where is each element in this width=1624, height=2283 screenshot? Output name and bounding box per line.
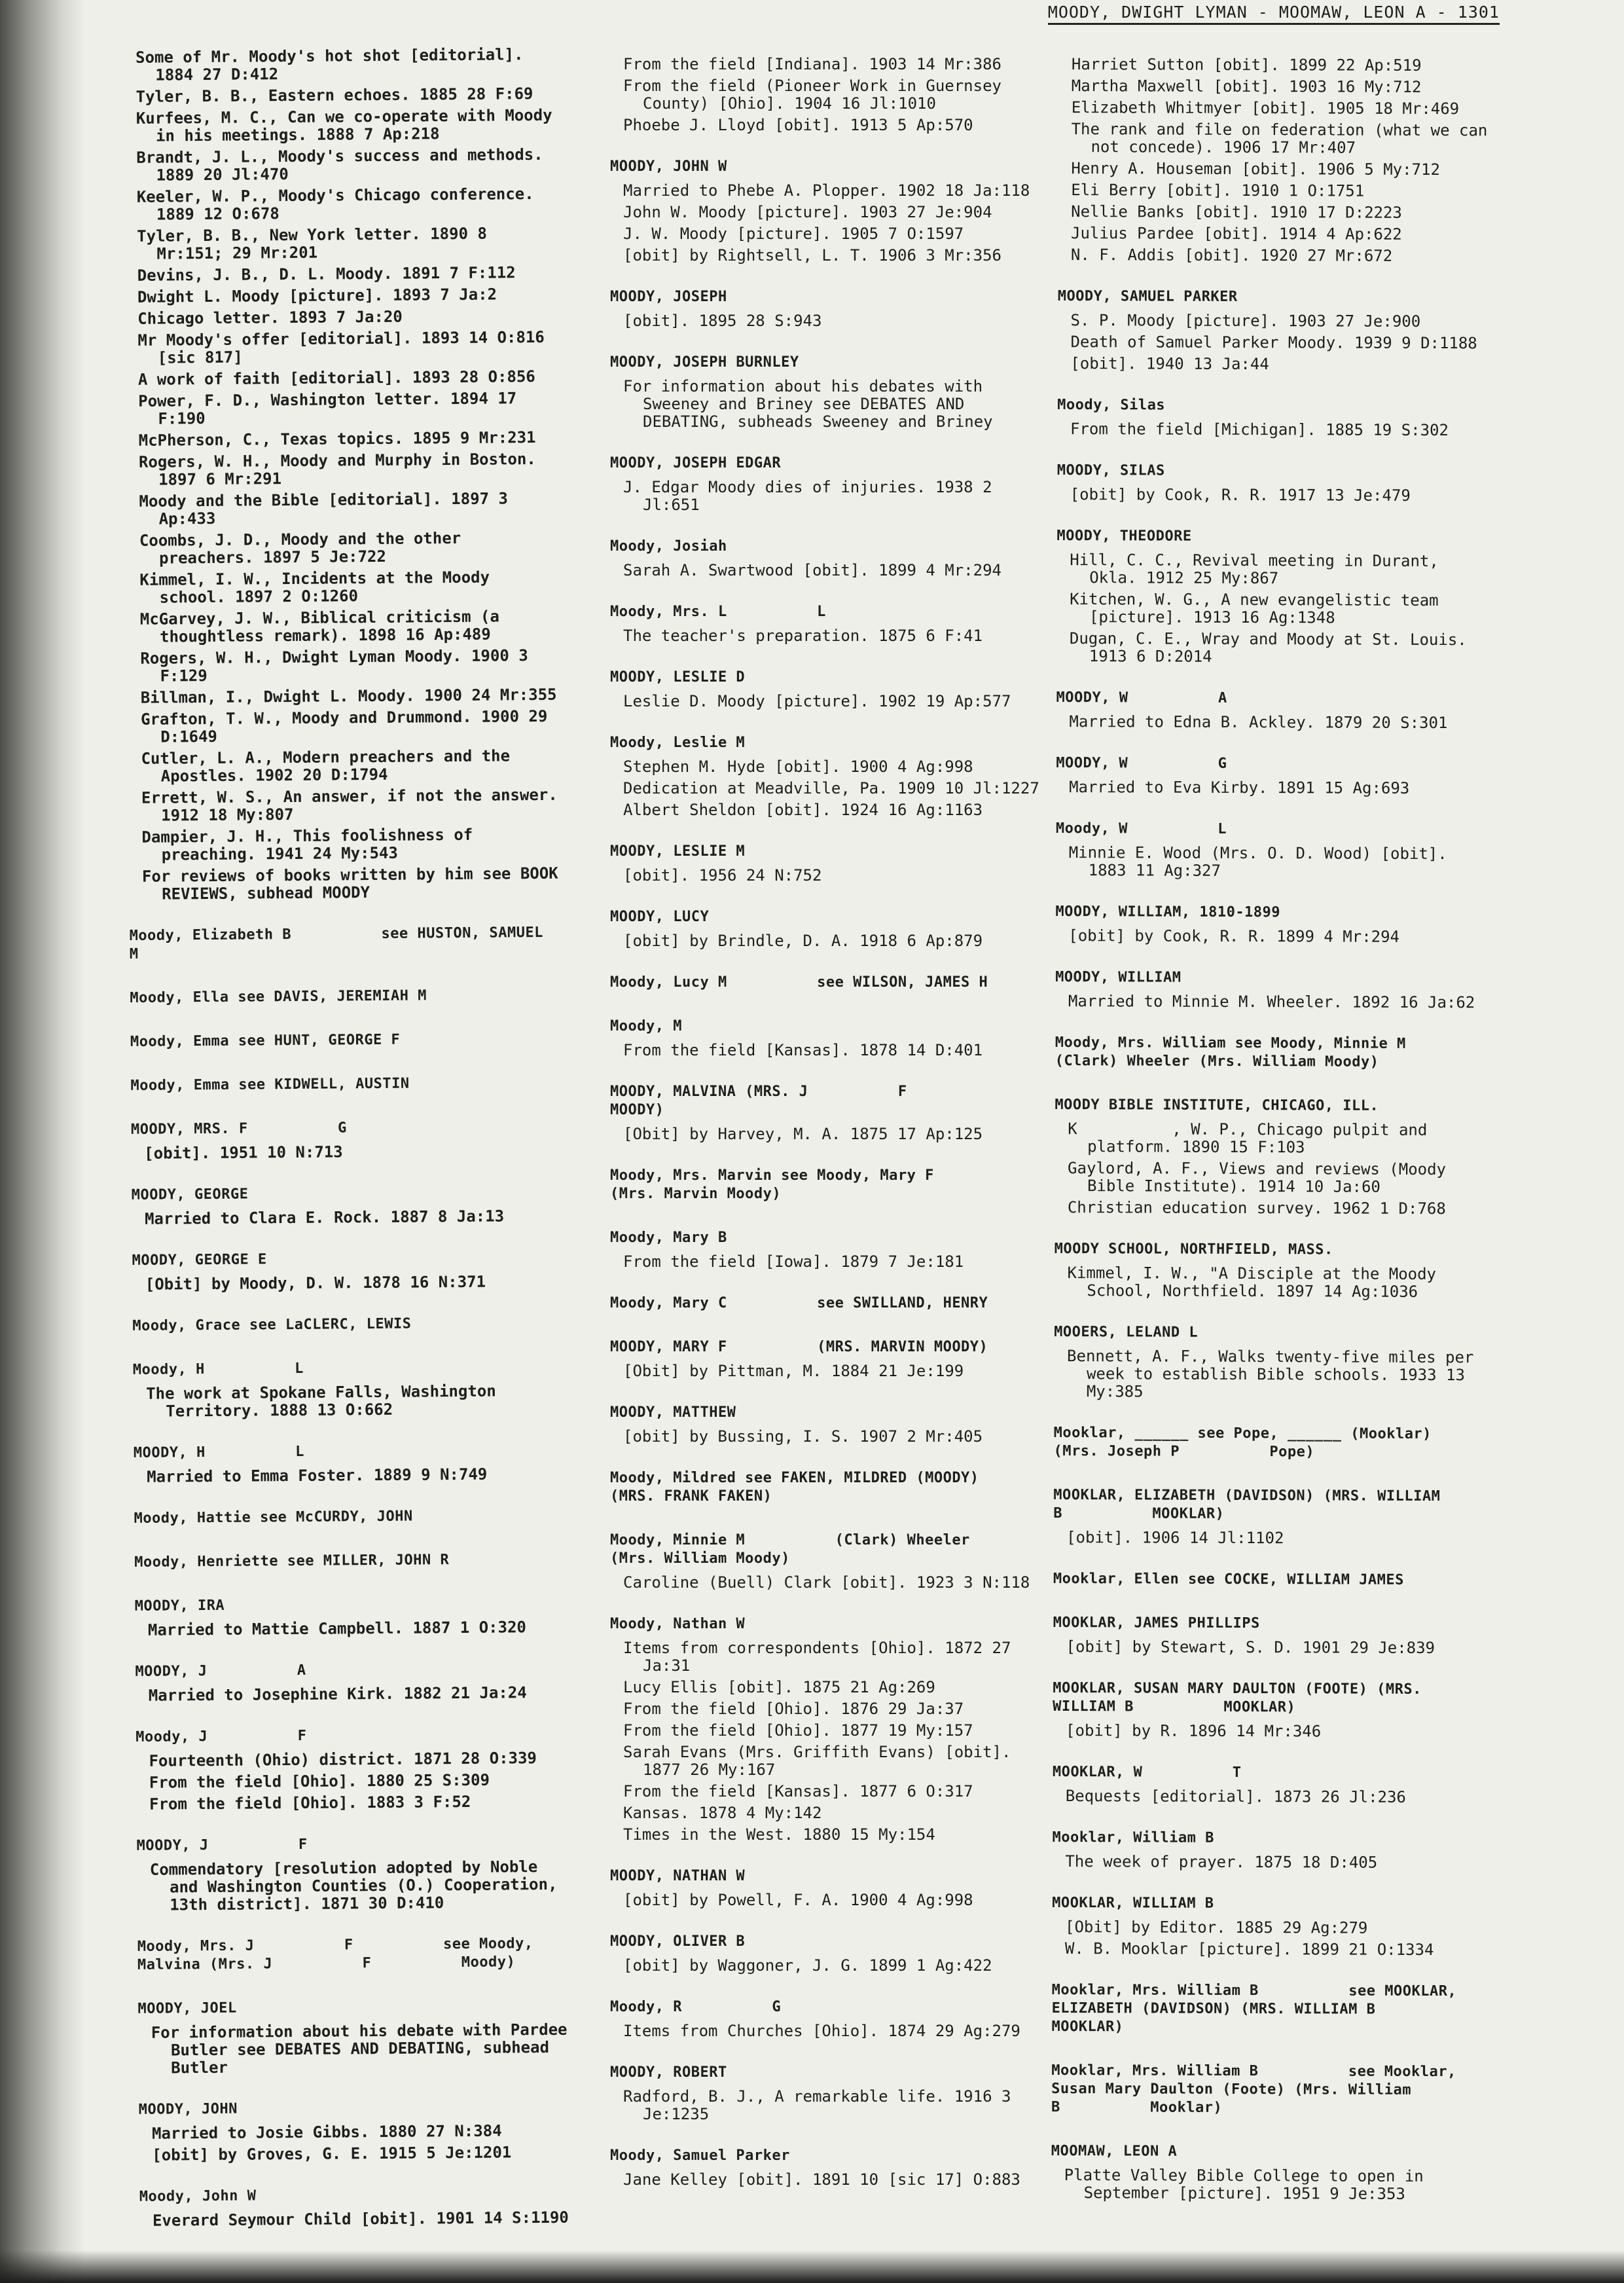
entry-heading: Moody, Mrs. J F see Moody, Malvina (Mrs. J F Moody) (137, 1935, 533, 1973)
citation: From the field [Kansas]. 1877 6 O:317 (623, 1782, 973, 1800)
citation: N. F. Addis [obit]. 1920 27 Mr:672 (1070, 246, 1393, 265)
index-entry (130, 1118, 562, 1167)
citation: Tyler, B. B., New York letter. 1890 8 Mr:151; 29 Mr:201 (137, 224, 497, 263)
citation: Albert Sheldon [obit]. 1924 16 Ag:1163 (623, 801, 983, 819)
index-entry (609, 454, 1041, 518)
entry-heading: MOOKLAR, SUSAN MARY DAULTON (FOOTE) (MRS. WILLIAM B MOOKLAR) (1053, 1679, 1422, 1716)
entry-heading: MOODY, GEORGE E (132, 1251, 267, 1269)
index-entry (131, 1314, 563, 1342)
citation: Harriet Sutton [obit]. 1899 22 Ap:519 (1071, 55, 1422, 75)
entry-heading: MOODY, MATTHEW (610, 1404, 736, 1421)
citation: Martha Maxwell [obit]. 1903 16 My:712 (1071, 77, 1422, 96)
citation: From the field [Kansas]. 1878 14 D:401 (623, 1041, 983, 1059)
entry-heading: Moody, J F (135, 1727, 307, 1745)
index-entry (609, 2064, 1041, 2127)
citation: Chicago letter. 1893 7 Ja:20 (137, 307, 403, 328)
index-entry (609, 1615, 1041, 1848)
index-entry (133, 1550, 565, 1578)
index-entry (132, 1441, 565, 1490)
entry-heading: MOODY SCHOOL, NORTHFIELD, MASS. (1054, 1240, 1333, 1258)
citation: Power, F. D., Washington letter. 1894 17 F:190 (138, 389, 526, 428)
citation: Tyler, B. B., Eastern echoes. 1885 28 F:69 (135, 84, 533, 106)
citation: J. Edgar Moody dies of injuries. 1938 2 Jl:651 (623, 478, 1001, 514)
citation: K , W. P., Chicago pulpit and platform. 1890 15 F:103 (1068, 1120, 1437, 1157)
citation: [obit]. 1895 28 S:943 (623, 312, 822, 330)
index-entry (609, 56, 1041, 138)
entry-heading: Moody, H L (132, 1360, 304, 1378)
entry-heading: MOODY, NATHAN W (610, 1868, 746, 1884)
citation: Stephen M. Hyde [obit]. 1900 4 Ag:998 (623, 758, 973, 776)
index-column-1 (121, 45, 577, 2248)
citation: Rogers, W. H., Moody and Murphy in Boston. 1897 6 Mr:291 (138, 449, 546, 489)
citation: Grafton, T. W., Moody and Drummond. 1900 29 D:1649 (140, 706, 557, 746)
index-entry (609, 1083, 1041, 1147)
binding-gutter-shadow (0, 0, 85, 2283)
citation: Kimmel, I. W., Incidents at the Moody school. 1897 2 O:1260 (139, 568, 499, 607)
citation: [obit] by Cook, R. R. 1899 4 Mr:294 (1068, 926, 1400, 946)
index-entry (1050, 2062, 1482, 2124)
citation: From the field [Indiana]. 1903 14 Mr:386 (623, 55, 1001, 73)
index-entry (128, 924, 560, 970)
index-entry (609, 668, 1041, 714)
citation: The week of prayer. 1875 18 D:405 (1065, 1852, 1378, 1872)
citation: Dampier, J. H., This foolishness of preaching. 1941 24 My:543 (141, 825, 482, 864)
entry-heading: Moody, R G (610, 1999, 782, 2015)
citation: Sarah A. Swartwood [obit]. 1899 4 Mr:294 (623, 561, 1001, 579)
index-entry (132, 1358, 564, 1425)
citation: Bennett, A. F., Walks twenty-five miles per week to establish Bible schools. 1933 13 My:385 (1067, 1347, 1483, 1401)
citation: Bequests [editorial]. 1873 26 Jl:236 (1065, 1787, 1406, 1806)
entry-heading: MOODY, J F (136, 1836, 308, 1854)
citation: Dwight L. Moody [picture]. 1893 7 Ja:2 (137, 285, 497, 306)
index-entry (130, 1249, 563, 1298)
entry-heading: Moody, Samuel Parker (610, 2147, 790, 2164)
citation: From the field [Iowa]. 1879 7 Je:181 (623, 1252, 964, 1271)
citation: [obit]. 1951 10 N:713 (144, 1142, 343, 1163)
citation: S. P. Moody [picture]. 1903 27 Je:900 (1070, 311, 1421, 331)
entry-heading: Moody, Elizabeth B see HUSTON, SAMUEL M (129, 924, 552, 962)
index-entry (1050, 1981, 1482, 2043)
citation: Jane Kelley [obit]. 1891 10 [sic 17] O:883 (623, 2170, 1020, 2189)
citation: For information about his debates with Sweeney and Briney see DEBATES AND DEBATING, subheads Sweeney and Briney (623, 377, 993, 431)
entry-heading: Moody, Josiah (610, 538, 727, 555)
entry-heading: Mooklar, Ellen see COCKE, WILLIAM JAMES (1053, 1570, 1404, 1588)
entry-heading: MOODY, W A (1056, 689, 1227, 706)
citation: Errett, W. S., An answer, if not the answer. 1912 18 My:807 (141, 785, 568, 825)
citation: John W. Moody [picture]. 1903 27 Je:904 (623, 203, 992, 221)
index-entry (134, 1594, 566, 1643)
citation: For information about his debate with Pardee Butler see DEBATES AND DEBATING, subhead Butler (151, 2020, 577, 2077)
index-entry (1053, 1096, 1486, 1222)
citation: [obit]. 1940 13 Ja:44 (1070, 354, 1269, 374)
index-entry (133, 1507, 565, 1534)
entry-heading: Moody, Mary C see SWILLAND, HENRY (610, 1295, 988, 1311)
index-entry (609, 538, 1041, 583)
index-entry (609, 1867, 1041, 1913)
citation: [obit] by Stewart, S. D. 1901 29 Je:839 (1066, 1637, 1435, 1658)
entry-heading: MOOKLAR, WILLIAM B (1052, 1894, 1214, 1912)
entry-heading: MOODY, J A (135, 1662, 306, 1680)
entry-heading: Moody, Henriette see MILLER, JOHN R (134, 1552, 450, 1571)
citation: [obit] by R. 1896 14 Mr:346 (1066, 1721, 1322, 1741)
entry-heading: MOODY, IRA (134, 1597, 225, 1615)
index-entry (609, 734, 1041, 823)
index-entry (129, 1030, 561, 1057)
citation: Hill, C. C., Revival meeting in Durant, Okla. 1912 25 My:867 (1070, 551, 1449, 588)
index-entry (129, 1074, 561, 1101)
citation: McPherson, C., Texas topics. 1895 9 Mr:231 (138, 428, 536, 450)
citation: The work at Spokane Falls, Washington Territory. 1888 13 O:662 (146, 1381, 506, 1421)
citation: Kitchen, W. G., A new evangelistic team [picture]. 1913 16 Ag:1348 (1070, 590, 1449, 627)
index-entry (1056, 287, 1488, 378)
entry-heading: MOOMAW, LEON A (1051, 2142, 1178, 2160)
citation: W. B. Mooklar [picture]. 1899 21 O:1334 (1064, 1939, 1434, 1960)
index-entry (1055, 754, 1487, 801)
entry-heading: Moody, Mary B (610, 1230, 727, 1246)
index-entry (609, 908, 1041, 954)
citation: Married to Phebe A. Plopper. 1902 18 Ja:118 (623, 181, 1030, 200)
citation: Cutler, L. A., Modern preachers and the Apostles. 1902 20 D:1794 (141, 746, 520, 786)
entry-heading: MOODY, LESLIE M (610, 843, 746, 860)
citation: [obit]. 1906 14 Jl:1102 (1066, 1528, 1284, 1548)
citation: Leslie D. Moody [picture]. 1902 19 Ap:577 (623, 692, 1011, 710)
citation: J. W. Moody [picture]. 1905 7 O:1597 (623, 225, 964, 243)
entry-heading: MOODY, SILAS (1056, 462, 1165, 479)
citation: Commendatory [resolution adopted by Noble and Washington Counties (O.) Cooperation, 13th district]. 1871 30 D:410 (149, 1857, 568, 1914)
index-entry (1056, 55, 1497, 269)
index-entry (1054, 1034, 1486, 1078)
citation: From the field [Ohio]. 1883 3 F:52 (149, 1792, 471, 1814)
citation: Married to Eva Kirby. 1891 15 Ag:693 (1069, 778, 1410, 797)
entry-heading: Moody, Nathan W (610, 1616, 746, 1632)
index-entry (609, 1294, 1041, 1319)
citation: The rank and file on federation (what we can not concede). 1906 17 Mr:407 (1071, 120, 1497, 157)
citation: [obit] by Powell, F. A. 1900 4 Ag:998 (623, 1891, 973, 1909)
entry-heading: MOOKLAR, JAMES PHILLIPS (1053, 1614, 1260, 1632)
citation: A work of faith [editorial]. 1893 28 O:856 (137, 367, 535, 389)
index-entry (135, 1834, 568, 1918)
entry-heading: MOODY, MALVINA (MRS. J F MOODY) (610, 1084, 907, 1118)
citation: Coombs, J. D., Moody and the other preachers. 1897 5 Je:722 (139, 528, 471, 568)
citation: Lucy Ellis [obit]. 1875 21 Ag:269 (623, 1678, 935, 1696)
entry-heading: MOODY, LESLIE D (610, 669, 746, 685)
index-entry (609, 1469, 1041, 1512)
citation: From the field (Pioneer Work in Guernsey County) [Ohio]. 1904 16 Jl:1010 (623, 77, 1011, 113)
entry-heading: MOODY, GEORGE (131, 1186, 249, 1203)
citation: McGarvey, J. W., Biblical criticism (a thoughtless remark). 1898 16 Ap:489 (139, 607, 509, 646)
index-entry (1052, 1424, 1484, 1468)
index-entry (609, 1933, 1041, 1979)
citation: Items from correspondents [Ohio]. 1872 27 Ja:31 (623, 1639, 1020, 1675)
index-entry (609, 354, 1041, 435)
citation: Times in the West. 1880 15 My:154 (623, 1825, 935, 1844)
citation: Christian education survey. 1962 1 D:768 (1067, 1198, 1446, 1218)
citation: [obit] by Rightsell, L. T. 1906 3 Mr:356 (623, 246, 1001, 265)
index-entry (1054, 903, 1486, 950)
entry-heading: MOODY, JOSEPH BURNLEY (610, 354, 799, 371)
citation: Married to Edna B. Ackley. 1879 20 S:301 (1069, 712, 1448, 733)
index-entry (609, 1167, 1041, 1209)
citation: [Obit] by Editor. 1885 29 Ag:279 (1064, 1918, 1368, 1937)
citation: From the field [Ohio]. 1880 25 S:309 (149, 1770, 490, 1792)
entry-heading: Moody, M (610, 1018, 682, 1034)
entry-heading: Moody, Leslie M (610, 735, 746, 751)
citation: Kansas. 1878 4 My:142 (623, 1804, 822, 1822)
citation: [Obit] by Harvey, M. A. 1875 17 Ap:125 (623, 1125, 983, 1143)
citation: Married to Clara E. Rock. 1887 8 Ja:13 (144, 1207, 505, 1228)
citation: Everard Seymour Child [obit]. 1901 14 S:1190 (152, 2208, 569, 2230)
index-entry (1051, 1763, 1483, 1810)
index-entry (137, 2098, 570, 2168)
entry-heading: MOODY, W G (1056, 755, 1227, 772)
index-entry (1051, 1829, 1483, 1876)
citation: Brandt, J. L., Moody's success and methods. 1889 20 Jl:470 (136, 145, 553, 185)
citation: From the field [Michigan]. 1885 19 S:302 (1070, 420, 1449, 440)
citation: Married to Minnie M. Wheeler. 1892 16 Ja:62 (1068, 992, 1475, 1012)
citation: Phoebe J. Lloyd [obit]. 1913 5 Ap:570 (623, 116, 973, 134)
entry-heading: MOODY, MRS. F G (130, 1120, 347, 1138)
entry-heading: Mooklar, Mrs. William B see Mooklar, Susan Mary Daulton (Foote) (Mrs. William B Mooklar) (1051, 2062, 1456, 2116)
index-entry (1051, 1614, 1483, 1661)
entry-heading: MOODY, WILLIAM (1055, 968, 1182, 986)
entry-heading: Moody, Mrs. Marvin see Moody, Mary F (Mrs. Marvin Moody) (610, 1167, 934, 1202)
citation: Some of Mr. Moody's hot shot [editorial]. 1884 27 D:412 (135, 45, 533, 84)
index-entry (609, 1338, 1041, 1384)
citation: Dedication at Meadville, Pa. 1909 10 Jl:1227 (623, 779, 1039, 797)
entry-heading: Moody, Lucy M see WILSON, JAMES H (610, 974, 988, 991)
entry-heading: MOODY, ROBERT (610, 2064, 727, 2081)
index-entry (134, 1725, 567, 1817)
index-column-2 (609, 56, 1041, 2206)
entry-heading: Mooklar, ______ see Pope, ______ (Mooklar) (Mrs. Joseph P Pope) (1053, 1424, 1432, 1461)
entry-heading: MOODY, H L (133, 1443, 305, 1461)
index-entry (1050, 2142, 1482, 2207)
entry-heading: MOODY, SAMUEL PARKER (1057, 288, 1238, 305)
index-entry (128, 986, 560, 1014)
index-entry (609, 1998, 1041, 2044)
index-entry (609, 974, 1041, 998)
citation: Gaylord, A. F., Views and reviews (Moody Bible Institute). 1914 10 Ja:60 (1068, 1159, 1456, 1196)
entry-heading: Mooklar, Mrs. William B see MOOKLAR, ELIZABETH (DAVIDSON) (MRS. WILLIAM B MOOKLAR) (1051, 1981, 1457, 2036)
citation: Eli Berry [obit]. 1910 1 O:1751 (1071, 181, 1365, 200)
index-entry (1055, 689, 1487, 736)
entry-heading: MOODY BIBLE INSTITUTE, CHICAGO, ILL. (1055, 1096, 1379, 1114)
entry-heading: Moody, Grace see LaCLERC, LEWIS (132, 1315, 412, 1334)
index-entry (1055, 820, 1487, 885)
citation: [Obit] by Moody, D. W. 1878 16 N:371 (145, 1272, 486, 1294)
entry-heading: MOODY, JOSEPH (610, 289, 727, 305)
citation: [obit]. 1956 24 N:752 (623, 866, 822, 885)
citation: [obit] by Brindle, D. A. 1918 6 Ap:879 (623, 932, 983, 950)
index-entry (136, 1935, 568, 1981)
entry-heading: MOODY, THEODORE (1056, 528, 1192, 545)
citation: [Obit] by Pittman, M. 1884 21 Je:199 (623, 1362, 964, 1380)
bottom-edge-shadow (0, 2250, 1624, 2283)
citation: [obit] by Cook, R. R. 1917 13 Je:479 (1070, 485, 1411, 505)
entry-heading: MOODY, JOHN (138, 2100, 238, 2118)
index-entry (1054, 968, 1486, 1015)
citation: Dugan, C. E., Wray and Moody at St. Louis. 1913 6 D:2014 (1069, 629, 1477, 666)
citation: Platte Valley Bible College to open in September [picture]. 1951 9 Je:353 (1064, 2166, 1434, 2203)
index-entry (1052, 1486, 1484, 1552)
citation: From the field [Ohio]. 1877 19 My:157 (623, 1721, 973, 1740)
citation: Fourteenth (Ohio) district. 1871 28 O:339 (149, 1749, 537, 1770)
citation: Mr Moody's offer [editorial]. 1893 14 O:816 [sic 817] (137, 327, 554, 367)
citation: Henry A. Houseman [obit]. 1906 5 My:712 (1071, 159, 1440, 179)
citation: Nellie Banks [obit]. 1910 17 D:2223 (1071, 202, 1402, 222)
index-entry (130, 1183, 563, 1232)
index-entry (609, 1531, 1041, 1596)
entry-heading: Moody, Hattie see McCURDY, JOHN (134, 1508, 413, 1527)
citation: Moody and the Bible [editorial]. 1897 3 Ap:433 (139, 489, 518, 528)
entry-heading: Moody, Minnie M (Clark) Wheeler (Mrs. William Moody) (610, 1532, 970, 1567)
entry-heading: Moody, W L (1055, 820, 1227, 837)
entry-heading: Moody, Mrs. L L (610, 604, 826, 620)
index-entry (1055, 527, 1488, 670)
citation: Items from Churches [Ohio]. 1874 29 Ag:279 (623, 2022, 1020, 2040)
entry-heading: Moody, Mrs. William see Moody, Minnie M (Clark) Wheeler (Mrs. William Moody) (1055, 1034, 1406, 1070)
index-entry (136, 1997, 577, 2081)
citation: Death of Samuel Parker Moody. 1939 9 D:1188 (1070, 333, 1477, 353)
index-entry (1052, 1570, 1484, 1596)
citation: Keeler, W. P., Moody's Chicago conference. 1889 12 O:678 (136, 184, 544, 224)
entry-heading: MOODY, JOEL (137, 2000, 237, 2017)
citation: Married to Emma Foster. 1889 9 N:749 (147, 1465, 488, 1486)
entry-heading: MOODY, JOHN W (610, 158, 727, 175)
index-entry (609, 603, 1041, 649)
entry-heading: MOODY, OLIVER B (610, 1933, 746, 1950)
citation: Devins, J. B., D. L. Moody. 1891 7 F:112 (137, 263, 516, 285)
entry-heading: Moody, Mildred see FAKEN, MILDRED (MOODY) (MRS. FRANK FAKEN) (610, 1470, 979, 1505)
index-entry (609, 843, 1041, 888)
index-entry (138, 2185, 571, 2234)
entry-heading: Moody, John W (139, 2187, 257, 2205)
index-entry (1056, 462, 1488, 509)
entry-heading: MOOKLAR, W T (1052, 1763, 1242, 1781)
citation: Elizabeth Whitmyer [obit]. 1905 18 Mr:469 (1071, 98, 1460, 119)
entry-heading: MOODY, WILLIAM, 1810-1899 (1055, 903, 1281, 921)
index-entry (121, 45, 568, 907)
citation: Minnie E. Wood (Mrs. O. D. Wood) [obit]. 1883 11 Ag:327 (1068, 843, 1457, 880)
citation: Kimmel, I. W., "A Disciple at the Moody School, Northfield. 1897 14 Ag:1036 (1067, 1264, 1446, 1301)
running-head: MOODY, DWIGHT LYMAN - MOOMAW, LEON A - 1301 (1048, 3, 1500, 25)
citation: Billman, I., Dwight L. Moody. 1900 24 Mr:355 (140, 685, 557, 707)
index-entry (1056, 396, 1488, 443)
index-entry (1053, 1240, 1485, 1305)
citation: Caroline (Buell) Clark [obit]. 1923 3 N:118 (623, 1573, 1030, 1592)
citation: Sarah Evans (Mrs. Griffith Evans) [obit]. 1877 26 My:167 (623, 1743, 1020, 1779)
index-column-3 (1049, 55, 1497, 2221)
index-entry (609, 2147, 1041, 2193)
citation: [obit] by Waggoner, J. G. 1899 1 Ag:422 (623, 1956, 992, 1975)
citation: Radford, B. J., A remarkable life. 1916 3 Je:1235 (623, 2087, 1020, 2123)
index-entry (134, 1660, 566, 1709)
entry-heading: Mooklar, William B (1052, 1829, 1214, 1846)
index-entry (609, 158, 1041, 268)
citation: For reviews of books written by him see BOOK REVIEWS, subhead MOODY (141, 864, 568, 904)
citation: [obit] by Bussing, I. S. 1907 2 Mr:405 (623, 1427, 983, 1446)
index-entry (1053, 1323, 1485, 1406)
citation: Married to Josephine Kirk. 1882 21 Ja:24 (148, 1683, 527, 1705)
index-entry (609, 1017, 1041, 1063)
entry-heading: MOODY, LUCY (610, 909, 710, 925)
index-entry (609, 1404, 1041, 1450)
citation: Married to Josie Gibbs. 1880 27 N:384 (151, 2121, 502, 2143)
citation: Julius Pardee [obit]. 1914 4 Ap:622 (1071, 224, 1402, 244)
entry-heading: MOODY, MARY F (MRS. MARVIN MOODY) (610, 1339, 988, 1355)
entry-heading: MOOKLAR, ELIZABETH (DAVIDSON) (MRS. WILLIAM B MOOKLAR) (1053, 1486, 1441, 1522)
index-entry (1051, 1894, 1483, 1963)
index-entry (609, 288, 1041, 334)
entry-heading: Moody, Emma see HUNT, GEORGE F (130, 1031, 401, 1050)
entry-heading: Moody, Ella see DAVIS, JEREMIAH M (130, 987, 427, 1006)
entry-heading: MOOERS, LELAND L (1054, 1323, 1199, 1341)
index-entry (609, 1229, 1041, 1275)
citation: Rogers, W. H., Dwight Lyman Moody. 1900 3 F:129 (140, 646, 538, 685)
citation: Kurfees, M. C., Can we co-operate with Moody in his meetings. 1888 7 Ap:218 (135, 105, 562, 145)
citation: Married to Mattie Campbell. 1887 1 O:320 (147, 1618, 527, 1639)
entry-heading: MOODY, JOSEPH EDGAR (610, 455, 782, 471)
entry-heading: Moody, Silas (1057, 397, 1166, 414)
entry-heading: Moody, Emma see KIDWELL, AUSTIN (130, 1075, 410, 1094)
citation: From the field [Ohio]. 1876 29 Ja:37 (623, 1700, 964, 1718)
index-entry (1051, 1679, 1483, 1745)
citation: The teacher's preparation. 1875 6 F:41 (623, 627, 983, 645)
citation: [obit] by Groves, G. E. 1915 5 Je:1201 (152, 2143, 512, 2164)
